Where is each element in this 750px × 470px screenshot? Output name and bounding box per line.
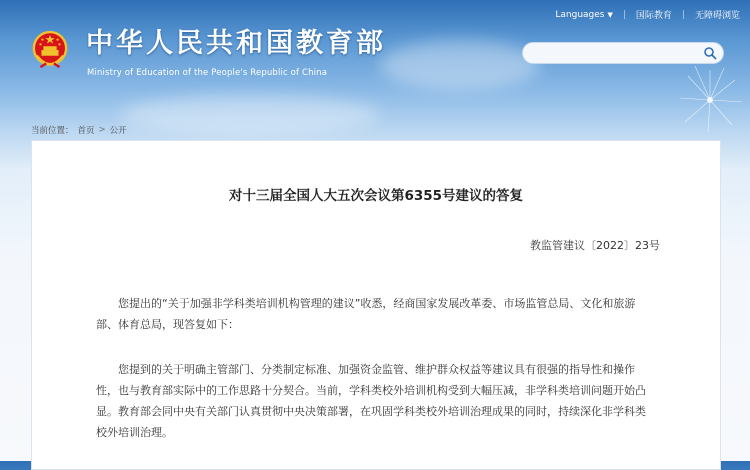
site-title[interactable]: 中华人民共和国教育部 [86,28,386,59]
link-international-education[interactable]: 国际教育 [635,11,672,21]
breadcrumb-prefix: 当前位置： [31,126,74,136]
languages-dropdown[interactable] [555,10,613,20]
dandelion-decoration-icon [650,60,750,150]
cloud-decoration [380,40,540,90]
document-paragraph: 您提出的“关于加强非学科类培训机构管理的建议”收悉，经商国家发展改革委、市场监管总局、文化和旅游部、体育总局，现答复如下： [96,297,636,331]
divider: | [681,9,685,20]
cloud-decoration [120,95,380,135]
caret-down-icon: ▼ [607,10,613,19]
breadcrumb-home[interactable]: 首页 [77,126,95,136]
search-icon[interactable] [703,46,717,60]
top-links [555,8,740,21]
document-paragraph: 您提到的关于明确主管部门、分类制定标准、加强资金监管、维护群众权益等建议具有很强的指导性和操作性，也与教育部实际中的工作思路十分契合。当前，学科类校外培训机构受到大幅压减，非学科类培训问题开始凸显。教育部会同中央有关部门认真贯彻中央决策部署，在巩固学科类校外培训治理成果的同时，持续深化非学科类校外培训治理。 [96,363,646,439]
link-accessibility[interactable]: 无障碍浏览 [694,11,740,21]
breadcrumb-public[interactable]: 公开 [109,126,127,136]
national-emblem-icon[interactable] [31,27,69,75]
breadcrumb [31,124,127,136]
languages-label: Languages [555,9,605,20]
document-title: 对十三届全国人大五次会议第6355号建议的答复 [228,188,524,204]
breadcrumb-separator: > [98,125,106,135]
document-number: 教监管建议〔2022〕23号 [530,239,660,252]
document-panel [31,140,721,470]
divider: | [622,9,626,20]
site-subtitle: Ministry of Education of the People's Republic of China [87,68,328,78]
